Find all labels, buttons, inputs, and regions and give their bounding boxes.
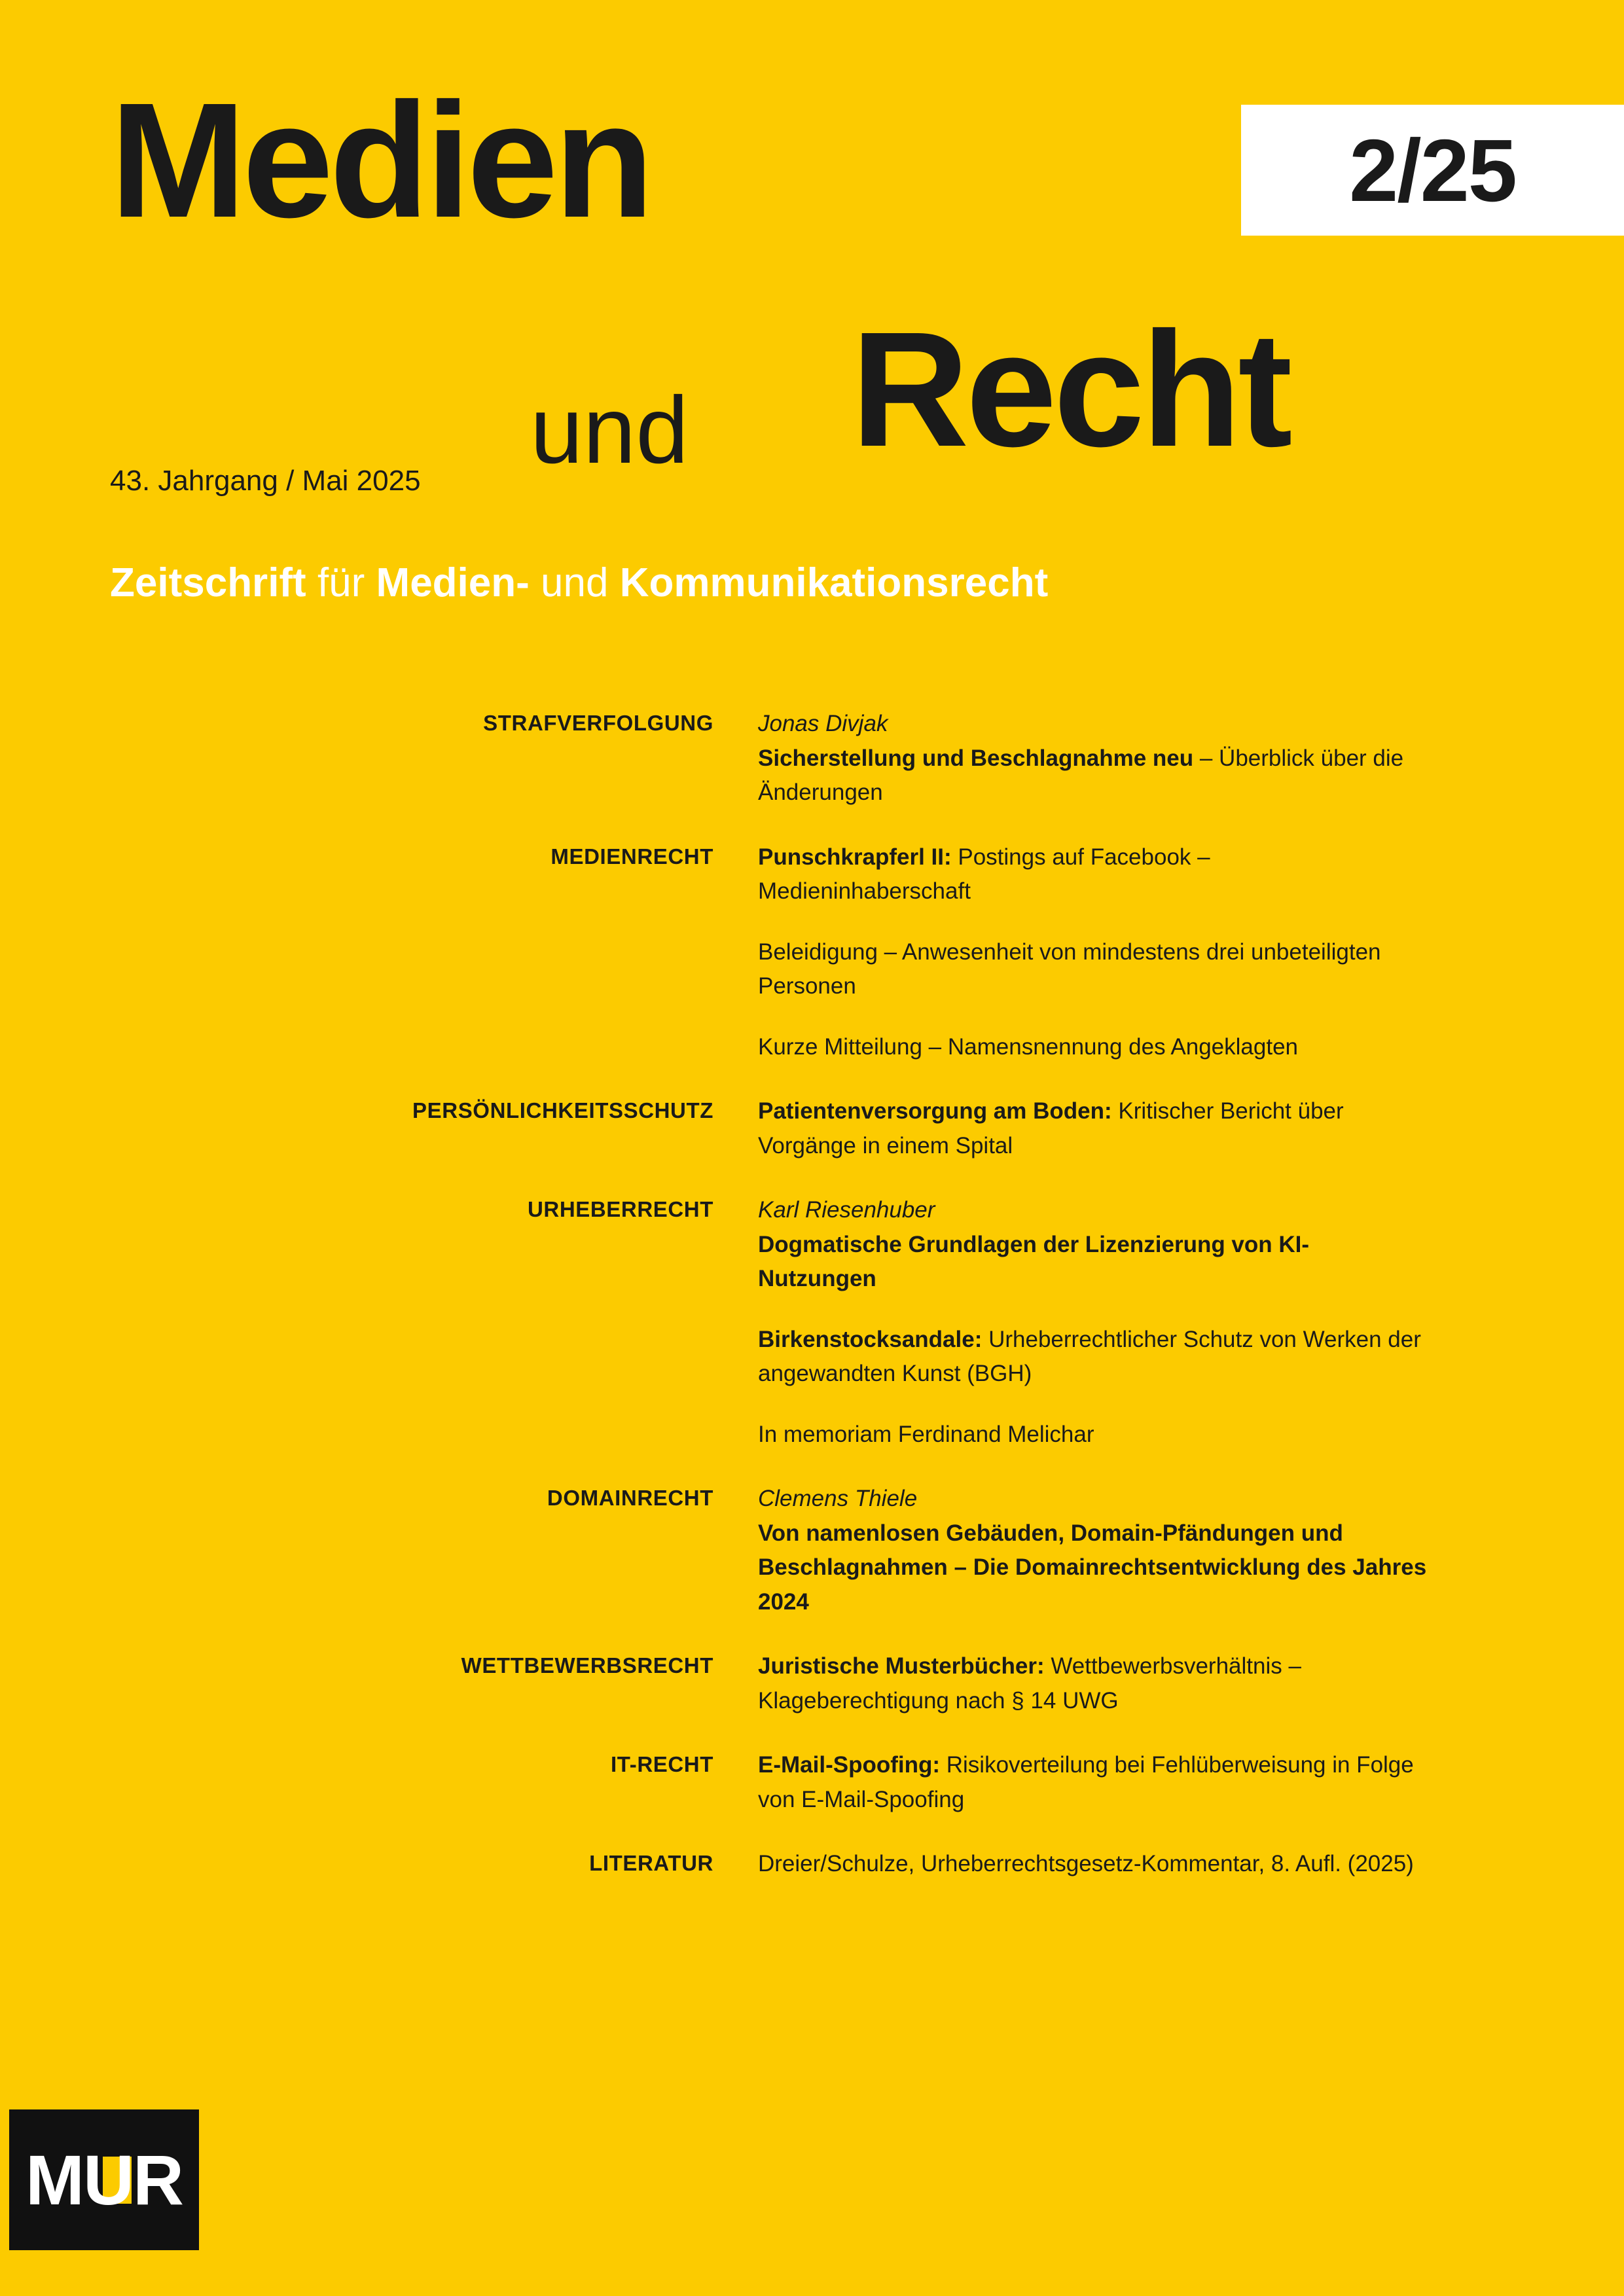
toc-entry-title-bold: Birkenstocksandale: [758,1326,983,1352]
toc-entry[interactable] [758,840,1427,909]
subtitle-word-fuer: für [317,560,365,605]
toc-group-wettbewerbsrecht [0,1649,1427,1718]
cover-masthead [0,0,1624,655]
toc-entry-title-rest: Dreier/Schulze, Urheberrechtsgesetz-Kommentar, 8. Aufl. (2025) [758,1851,1414,1876]
issue-badge-label: 2/25 [1349,120,1516,220]
toc-entry-title-rest: – Überblick über die Änderungen [758,745,1404,805]
publisher-logo-letters: MUR [26,2140,183,2219]
toc-entries [713,1649,1427,1718]
issue-badge [1241,105,1624,236]
toc-entry-title-bold: Patientenversorgung am Boden: [758,1098,1112,1124]
toc-entry-title-bold: Dogmatische Grundlagen der Lizenzierung von KI-Nutzungen [758,1231,1310,1291]
toc-group-literatur [0,1847,1427,1882]
toc-entry[interactable] [758,1482,1427,1619]
toc-entry[interactable] [758,1323,1427,1391]
toc-group-it-recht [0,1748,1427,1817]
toc-entries [713,1847,1427,1882]
publisher-logo-text [26,2140,183,2219]
toc-group-persoenlichkeitsschutz [0,1094,1427,1163]
toc-entry[interactable] [758,1193,1427,1297]
subtitle-word-kommunikationsrecht: Kommunikationsrecht [619,560,1049,605]
toc-category-label: STRAFVERFOLGUNG [483,711,713,735]
toc-entries [713,707,1427,810]
toc-entry-title-rest: Kurze Mitteilung – Namensnennung des Angeklagten [758,1033,1298,1060]
toc-entry[interactable] [758,707,1427,810]
toc-entry-title-bold: Sicherstellung und Beschlagnahme neu [758,745,1194,771]
toc-entry[interactable] [758,1748,1427,1817]
toc-group-urheberrecht [0,1193,1427,1452]
volume-date-line: 43. Jahrgang / Mai 2025 [110,465,421,497]
toc-category-label: URHEBERRECHT [527,1197,713,1221]
toc-entry-title-rest: In memoriam Ferdinand Melichar [758,1421,1094,1447]
toc-category-label: DOMAINRECHT [547,1486,713,1510]
journal-title-medien: Medien [110,69,651,251]
table-of-contents [0,707,1624,1912]
subtitle-word-medien: Medien- [376,560,530,605]
journal-title-recht: Recht [851,298,1290,480]
toc-entry-title-rest: Kritischer Bericht über Vorgänge in einem Spital [758,1098,1344,1158]
subtitle-word-und: und [541,560,609,605]
toc-group-strafverfolgung [0,707,1427,810]
toc-entries [713,840,1427,1065]
toc-entry-author: Jonas Divjak [758,711,888,736]
toc-entries [713,1482,1427,1619]
toc-entry[interactable] [758,1649,1427,1718]
toc-entry-title-bold: E-Mail-Spoofing: [758,1752,941,1778]
journal-subtitle [110,560,1049,605]
toc-entries [713,1193,1427,1452]
toc-entries [713,1094,1427,1163]
toc-entry-author: Karl Riesenhuber [758,1197,935,1223]
toc-entry-title-rest: Wettbewerbsverhältnis – Klageberechtigung nach § 14 UWG [758,1653,1301,1713]
toc-category-label: IT-RECHT [611,1752,713,1776]
toc-entry[interactable] [758,935,1427,1004]
toc-group-domainrecht [0,1482,1427,1619]
toc-category-label: PERSÖNLICHKEITSSCHUTZ [412,1098,713,1122]
publisher-logo [9,2109,199,2250]
toc-entry-title-bold: Von namenlosen Gebäuden, Domain-Pfändungen und Beschlagnahmen – Die Domainrechtsentwicklung des Jahres 2024 [758,1520,1427,1615]
toc-group-medienrecht [0,840,1427,1065]
toc-entry[interactable] [758,1030,1427,1065]
toc-entry-title-rest: Beleidigung – Anwesenheit von mindestens drei unbeteiligten Personen [758,939,1381,999]
toc-entry-title-rest: Postings auf Facebook – Medieninhaberschaft [758,844,1210,904]
toc-entries [713,1748,1427,1817]
toc-entry[interactable] [758,1418,1427,1452]
toc-category-label: WETTBEWERBSRECHT [461,1653,713,1677]
toc-entry-title-bold: Punschkrapferl II: [758,844,952,870]
toc-entry[interactable] [758,1847,1427,1882]
toc-entry-author: Clemens Thiele [758,1486,918,1511]
toc-entry-title-bold: Juristische Musterbücher: [758,1653,1045,1679]
toc-category-label: MEDIENRECHT [550,844,713,869]
toc-entry-title-rest: Risikoverteilung bei Fehlüberweisung in Folge von E-Mail-Spoofing [758,1752,1414,1812]
journal-title-und: und [530,377,689,483]
toc-category-label: LITERATUR [589,1851,713,1875]
subtitle-word-zeitschrift: Zeitschrift [110,560,306,605]
toc-entry-title-rest: Urheberrechtlicher Schutz von Werken der angewandten Kunst (BGH) [758,1326,1421,1386]
toc-entry[interactable] [758,1094,1427,1163]
